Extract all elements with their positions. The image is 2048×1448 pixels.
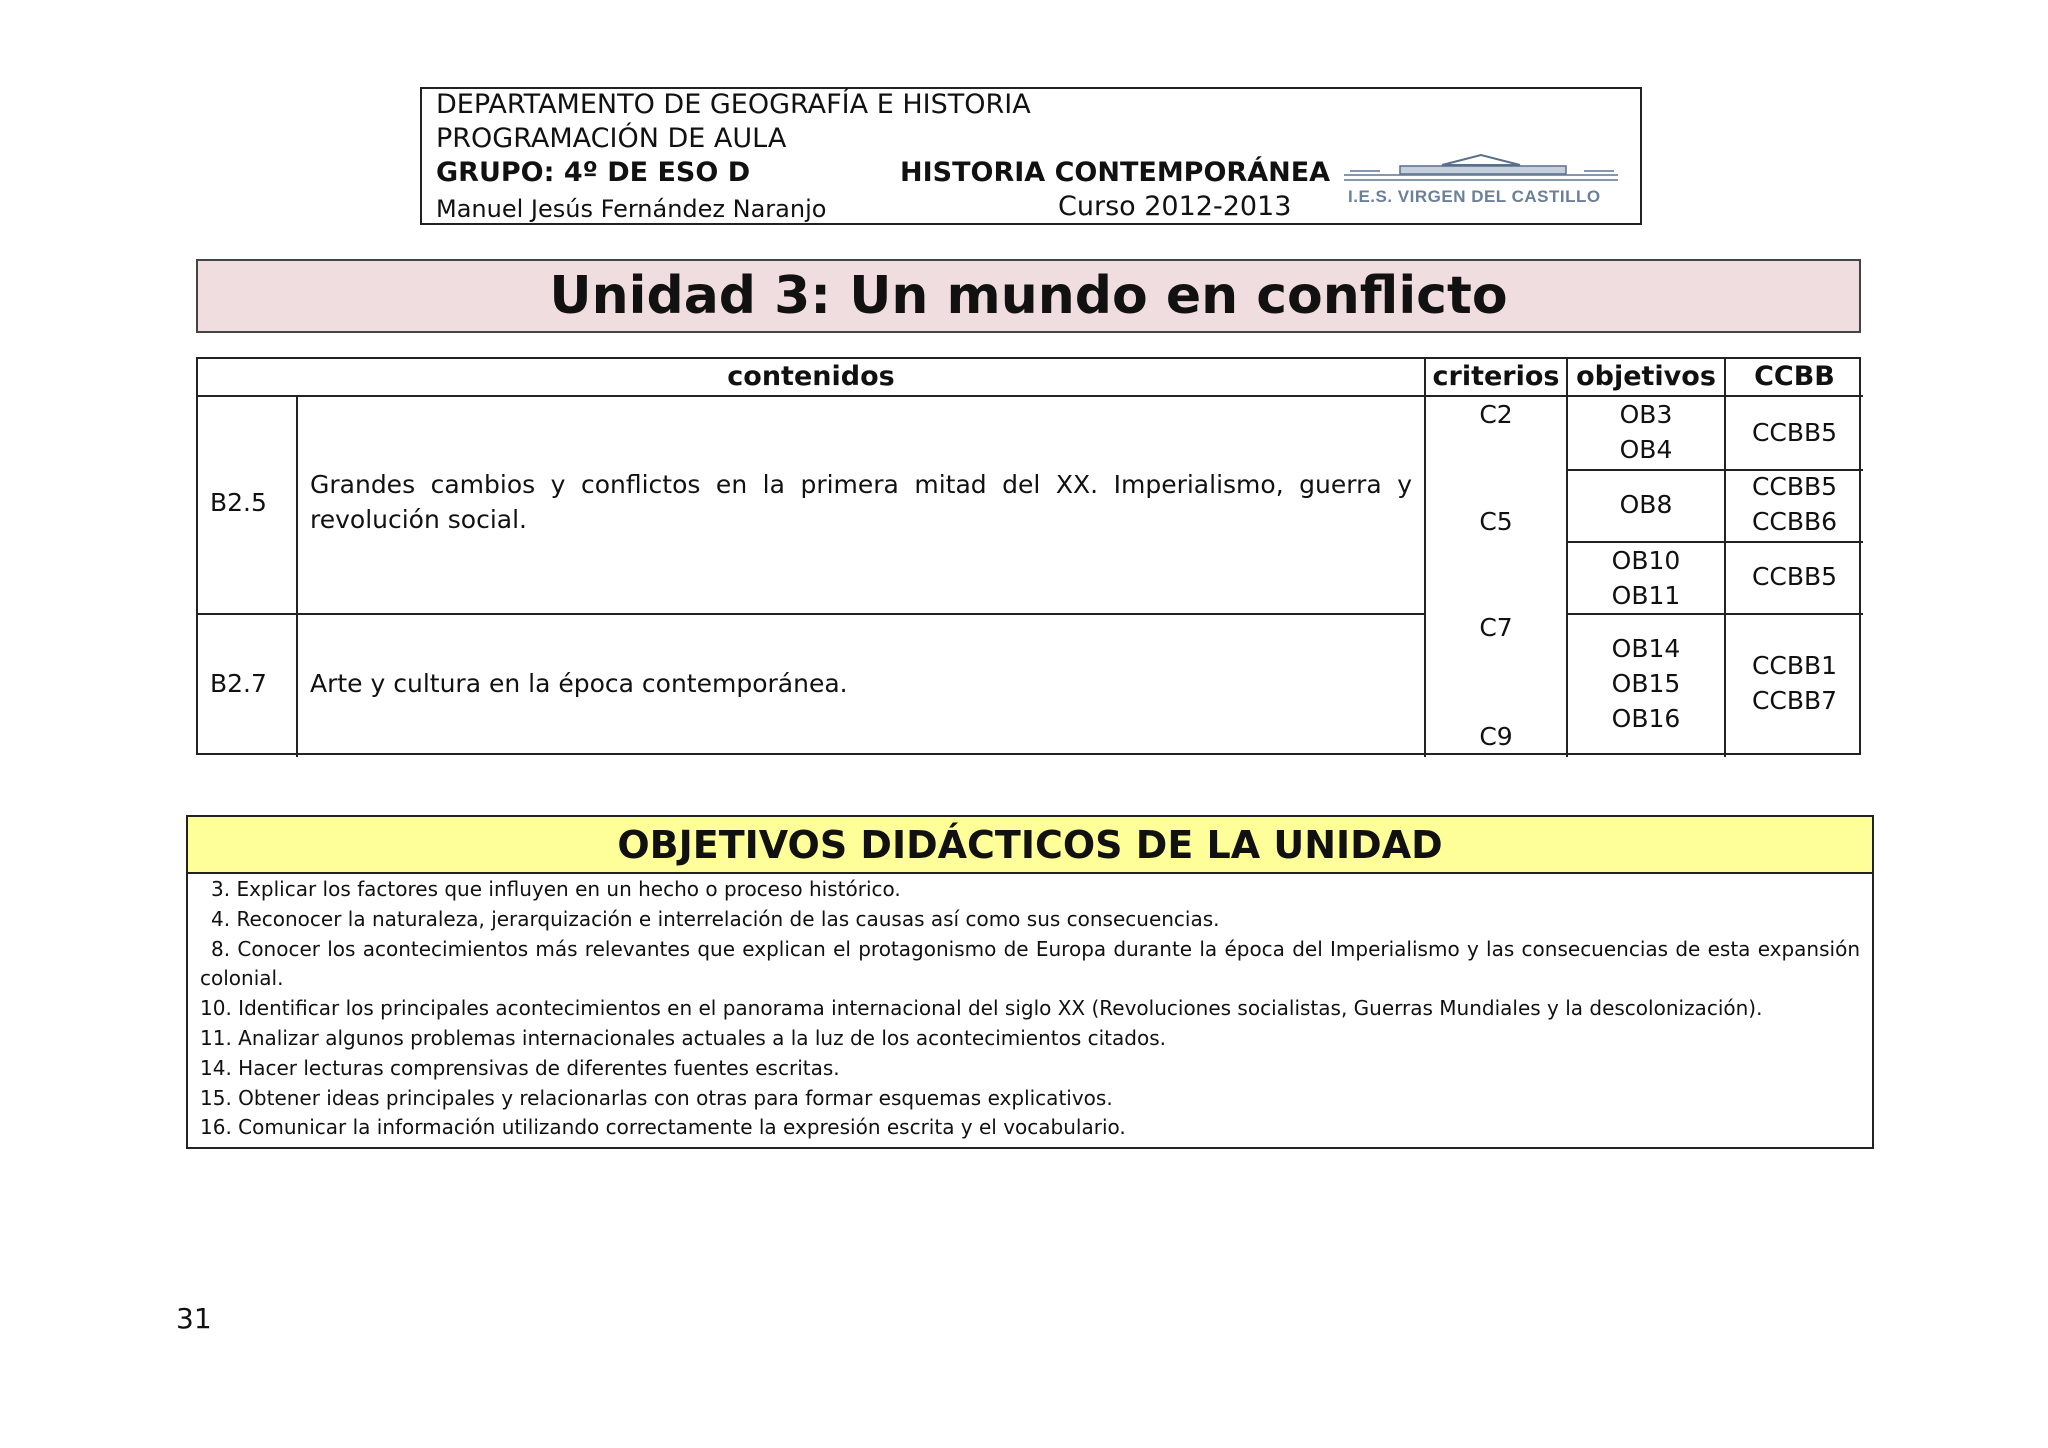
objectives-section: [186, 815, 1874, 1149]
row-content: Arte y cultura en la época contemporánea.: [310, 669, 848, 698]
criterio-item: C2: [1479, 400, 1513, 429]
ccbb-item: CCBB5: [1751, 418, 1838, 447]
objetivo-item: OB10: [1611, 546, 1681, 575]
objetivo-item: OB15: [1611, 669, 1681, 698]
objective-item: 8. Conocer los acontecimientos más relevantes que explican el protagonismo de Europa durante la época del Imperialismo y las consecuencias de esta expansión colonial.: [200, 936, 1860, 991]
objective-item: 3. Explicar los factores que influyen en un hecho o proceso histórico.: [211, 877, 901, 901]
objective-item: 10. Identificar los principales acontecimientos en el panorama internacional del siglo XX (Revoluciones socialistas, Guerras Mundiales y la descolonización).: [200, 996, 1763, 1021]
teacher-name: Manuel Jesús Fernández Naranjo: [436, 195, 827, 223]
ccbb-item: CCBB7: [1751, 686, 1838, 715]
row-code: B2.7: [210, 669, 267, 698]
school-logo: [1340, 153, 1622, 211]
subject-label: HISTORIA CONTEMPORÁNEA: [900, 157, 1331, 188]
ccbb-item: CCBB6: [1751, 507, 1838, 536]
header-ccbb: CCBB: [1754, 361, 1835, 392]
header-contenidos: contenidos: [727, 361, 895, 392]
logo-text: I.E.S. VIRGEN DEL CASTILLO: [1348, 187, 1601, 206]
unit-title: Unidad 3: Un mundo en conflicto: [196, 259, 1861, 333]
content-table: [196, 357, 1861, 755]
ccbb-item: CCBB5: [1751, 562, 1838, 591]
header-objetivos: objetivos: [1576, 361, 1716, 392]
group-label: GRUPO: 4º DE ESO D: [436, 157, 751, 188]
criterio-item: C7: [1479, 613, 1513, 642]
row-content: Grandes cambios y conflictos en la primera mitad del XX. Imperialismo, guerra y revolución social.: [310, 470, 1412, 534]
program-label: PROGRAMACIÓN DE AULA: [436, 123, 787, 154]
objective-item: 11. Analizar algunos problemas internacionales actuales a la luz de los acontecimientos citados.: [200, 1025, 1166, 1050]
objetivo-item: OB14: [1611, 634, 1681, 663]
document-header: [420, 87, 1642, 225]
objective-item: 4. Reconocer la naturaleza, jerarquización e interrelación de las causas así como sus consecuencias.: [211, 906, 1220, 931]
objectives-list: [200, 875, 1860, 1143]
objetivo-item: OB16: [1611, 704, 1681, 733]
objetivo-item: OB11: [1611, 581, 1681, 610]
objetivo-item: OB8: [1619, 490, 1673, 519]
criterio-item: C9: [1479, 722, 1513, 751]
course-label: Curso 2012-2013: [1058, 191, 1292, 222]
objetivo-item: OB3: [1619, 400, 1673, 429]
ccbb-item: CCBB1: [1751, 651, 1838, 680]
building-icon: [1340, 153, 1622, 187]
objective-item: 16. Comunicar la información utilizando correctamente la expresión escrita y el vocabulario.: [200, 1115, 1126, 1140]
row-code: B2.5: [210, 488, 267, 517]
department-label: DEPARTAMENTO DE GEOGRAFÍA E HISTORIA: [436, 89, 1031, 120]
header-criterios: criterios: [1432, 361, 1560, 392]
ccbb-item: CCBB5: [1751, 472, 1838, 501]
objective-item: 14. Hacer lecturas comprensivas de diferentes fuentes escritas.: [200, 1055, 840, 1080]
page-number: 31: [176, 1302, 212, 1335]
objective-item: 15. Obtener ideas principales y relacionarlas con otras para formar esquemas explicativos.: [200, 1085, 1113, 1110]
objetivo-item: OB4: [1619, 435, 1673, 464]
objectives-title: OBJETIVOS DIDÁCTICOS DE LA UNIDAD: [188, 817, 1872, 874]
criterio-item: C5: [1479, 507, 1513, 536]
